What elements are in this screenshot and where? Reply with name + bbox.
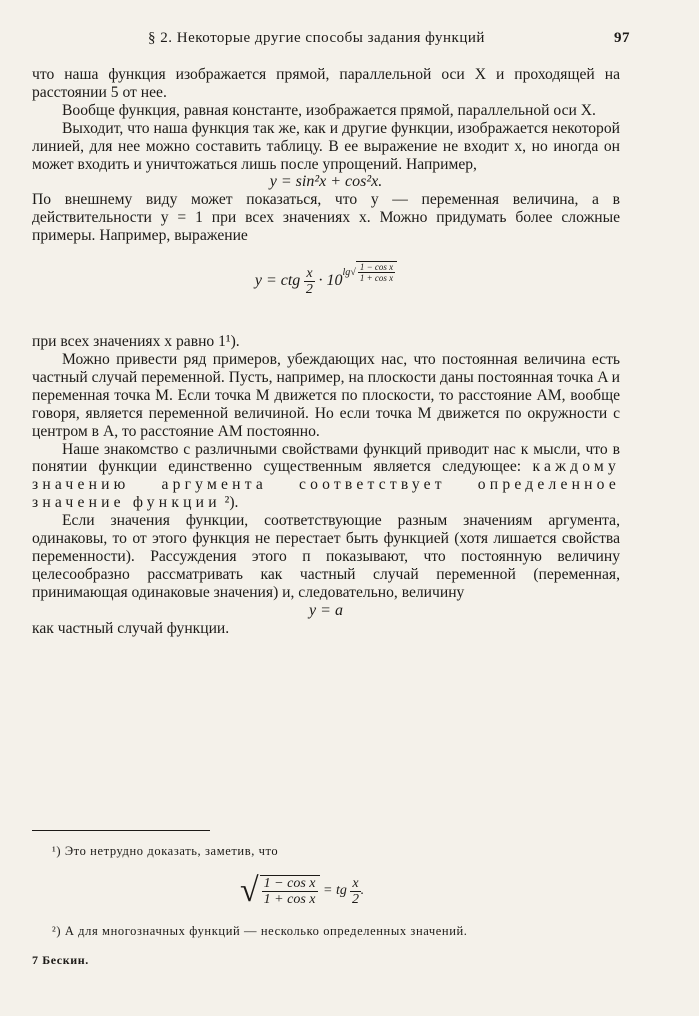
formula-ctg-lhs: y = ctg [254, 272, 301, 290]
paragraph-7-emphasis: каждому значению аргумента соответствует определенное значение функции [32, 458, 620, 512]
footnote-separator [32, 830, 210, 831]
footnote-2: ²) А для многозначных функций — несколько определенных значений. [52, 924, 468, 938]
paragraph-6: Можно привести ряд примеров, убеждающих нас, что постоянная величина есть частный случай переменной. Пусть, например, на плоскости даны постоянная точка A и переменная точка M. Если точка M движется по плоскости, то расстояние AM, вообще говоря, является переменной величиной. Но если точка M движется по окружности с центром в A, то расстояние AM постоянно. [32, 350, 620, 440]
formula-exponent: lg√ $\frac{\text{1 − cos x}}{\text{1 + cos x}}$ [343, 261, 398, 283]
paragraph-7-lead: Наше знакомство с различными свойствами функций приводит нас к мысли, что в понятии функции единственно существенным является следующее: [32, 440, 620, 476]
footnote-formula-end: . [360, 883, 365, 898]
formula-ctg [32, 263, 620, 299]
exponent-lg: lg [342, 266, 351, 278]
formula-ctg-power-base: · 10 [318, 272, 343, 290]
header-title: § 2. Некоторые другие способы задания функций [148, 30, 485, 46]
paragraph-3: Выходит, что наша функция так же, как и другие функции, изображается некоторой линией, для нее можно составить таблицу. В ее выражение не входит x, но иногда он может входить и уничтожаться лишь после упрощений. Например, [32, 119, 620, 173]
paragraph-4: По внешнему виду может показаться, что y — переменная величина, а в действительности y = 1 при всех значениях x. Можно придумать более сложные примеры. Например, выражение [32, 191, 620, 245]
fraction-denominator: 2 [305, 281, 313, 297]
running-header [30, 30, 630, 47]
footnote-fraction-numerator: 1 − cos x [263, 876, 316, 891]
exponent-denominator: 1 + cos x [359, 273, 394, 284]
paragraph-8: Если значения функции, соответствующие разным значениям аргумента, одинаковы, то от этого функция не перестает быть функцией (хотя лишается свойства переменности). Рассуждения этого п показывают, что постоянную величину целесообразно рассматривать как частный случай переменной (переменная, принимающая одинаковые значения) и, следовательно, величину [32, 512, 620, 601]
exponent-numerator: 1 − cos x [359, 262, 394, 273]
formula-ctg-fraction [304, 266, 314, 297]
main-text [32, 66, 620, 637]
paragraph-2: Вообще функция, равная константе, изображается прямой, параллельной оси X. [62, 101, 596, 119]
footnote-rhs-fraction [350, 876, 360, 907]
printer-signature: 7 Бескин. [32, 953, 89, 967]
paragraph-7-ref: ²). [224, 494, 239, 512]
paragraph-5: при всех значениях x равно 1¹). [32, 333, 240, 351]
formula-sin-cos: y = sin²x + cos²x. [269, 173, 383, 191]
exponent-radicand [356, 261, 397, 283]
fraction-numerator: x [306, 265, 313, 281]
radical-sign: √ [240, 872, 259, 909]
footnote-1-formula [240, 874, 364, 908]
footnote-radicand [260, 875, 320, 907]
formula-y-equals-a: y = a [309, 601, 343, 619]
page-number: 97 [614, 30, 630, 46]
footnote-fraction-denominator: 1 + cos x [263, 892, 316, 907]
footnote-fraction [262, 876, 318, 907]
paragraph-1: что наша функция изображается прямой, параллельной оси X и проходящей на расстоянии 5 от нее. [32, 66, 620, 101]
paragraph-9: как частный случай функции. [32, 619, 230, 637]
footnote-rhs-denominator: 2 [351, 891, 359, 907]
footnote-rhs-numerator: x [352, 875, 359, 891]
footnote-rhs: = tg [323, 883, 347, 898]
exponent-fraction [358, 262, 395, 283]
footnote-1: ¹) Это нетрудно доказать, заметив, что [52, 844, 279, 858]
paragraph-7 [32, 441, 620, 513]
